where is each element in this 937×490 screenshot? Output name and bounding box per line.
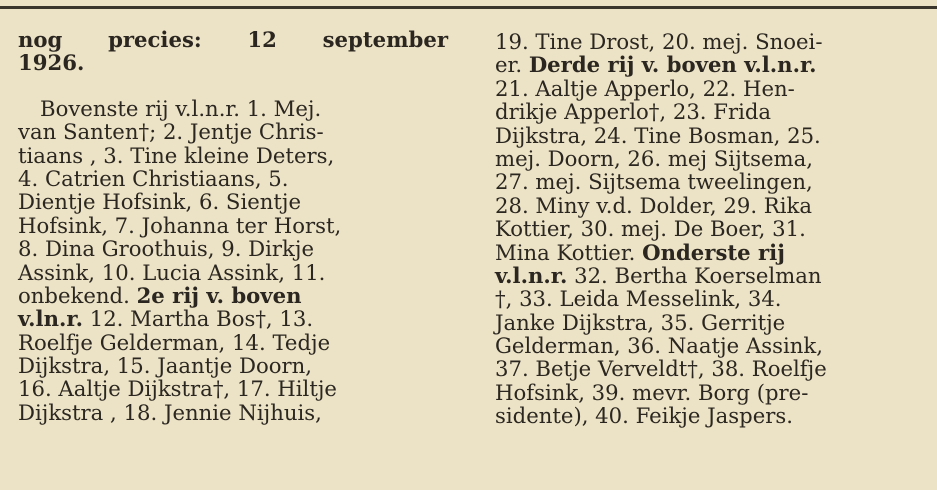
text-line: Roelfje Gelderman, 14. Tedje — [18, 329, 331, 355]
row-heading: Onderste rij — [642, 239, 785, 265]
text-line: 4. Catrien Christiaans, 5. — [18, 165, 289, 191]
text-line: van Santen†; 2. Jentje Chris- — [18, 119, 324, 145]
text-line: Janke Dijkstra, 35. Gerritje — [495, 309, 786, 335]
text-line: 28. Miny v.d. Dolder, 29. Rika — [495, 192, 812, 218]
text-line: Assink, 10. Lucia Assink, 11. — [18, 259, 326, 285]
text-line — [495, 53, 925, 76]
text-line: 37. Betje Verveldt†, 38. Roelfje — [495, 356, 827, 382]
text-line: Dijkstra, 24. Tine Bosman, 25. — [495, 122, 821, 148]
caption-heading-line-2: 1926. — [18, 50, 85, 76]
row-heading: v.l.n.r. — [495, 262, 568, 288]
text-line: 8. Dina Groothuis, 9. Dirkje — [18, 236, 315, 262]
row-heading: Derde rij v. boven v.l.n.r. — [528, 52, 817, 78]
caption-heading-line-1 — [18, 28, 448, 51]
text-line — [18, 307, 448, 330]
text-line: 21. Aaltje Apperlo, 22. Hen- — [495, 75, 795, 101]
text-line: Dijkstra, 15. Jaantje Doorn, — [18, 353, 312, 379]
text-run: Mina Kottier. — [495, 239, 643, 265]
row-heading: v.ln.r. — [18, 306, 83, 332]
text-line: 19. Tine Drost, 20. mej. Snoei- — [495, 29, 823, 54]
heading-part: september — [322, 27, 448, 52]
paragraph-gap — [18, 75, 448, 97]
top-rule — [0, 6, 937, 9]
text-run: 32. Bertha Koerselman — [567, 262, 822, 288]
text-line: †, 33. Leida Messelink, 34. — [495, 286, 782, 312]
text-line: Dientje Hofsink, 6. Sientje — [18, 189, 302, 215]
text-run: onbekend. — [18, 282, 137, 308]
left-column — [18, 28, 448, 424]
text-line — [495, 264, 925, 287]
heading-part: nog — [18, 27, 63, 52]
text-line: Gelderman, 36. Naatje Assink, — [495, 333, 823, 359]
text-line: mej. Doorn, 26. mej Sijtsema, — [495, 145, 814, 171]
text-line: 16. Aaltje Dijkstra†, 17. Hiltje — [18, 376, 337, 402]
text-line: tiaans , 3. Tine kleine Deters, — [18, 142, 335, 168]
text-line: sidente), 40. Feikje Jaspers. — [495, 403, 793, 429]
text-run: 12. Martha Bos†, 13. — [82, 306, 314, 332]
row-heading: 2e rij v. boven — [136, 282, 302, 308]
text-line — [495, 241, 925, 264]
text-run: er. — [495, 52, 529, 78]
text-line: 27. mej. Sijtsema tweelingen, — [495, 169, 813, 195]
text-line: Hofsink, 39. mevr. Borg (pre- — [495, 379, 809, 405]
heading-part: 12 — [247, 27, 277, 52]
text-line: Dijkstra , 18. Jennie Nijhuis, — [18, 399, 322, 425]
text-line: drikje Apperlo†, 23. Frida — [495, 99, 772, 125]
text-line: Kottier, 30. mej. De Boer, 31. — [495, 216, 806, 242]
text-line: Bovenste rij v.l.n.r. 1. Mej. — [40, 95, 322, 121]
heading-part: precies: — [108, 27, 202, 52]
right-column — [495, 30, 925, 428]
text-line — [18, 284, 448, 307]
text-line: Hofsink, 7. Johanna ter Horst, — [18, 212, 342, 238]
